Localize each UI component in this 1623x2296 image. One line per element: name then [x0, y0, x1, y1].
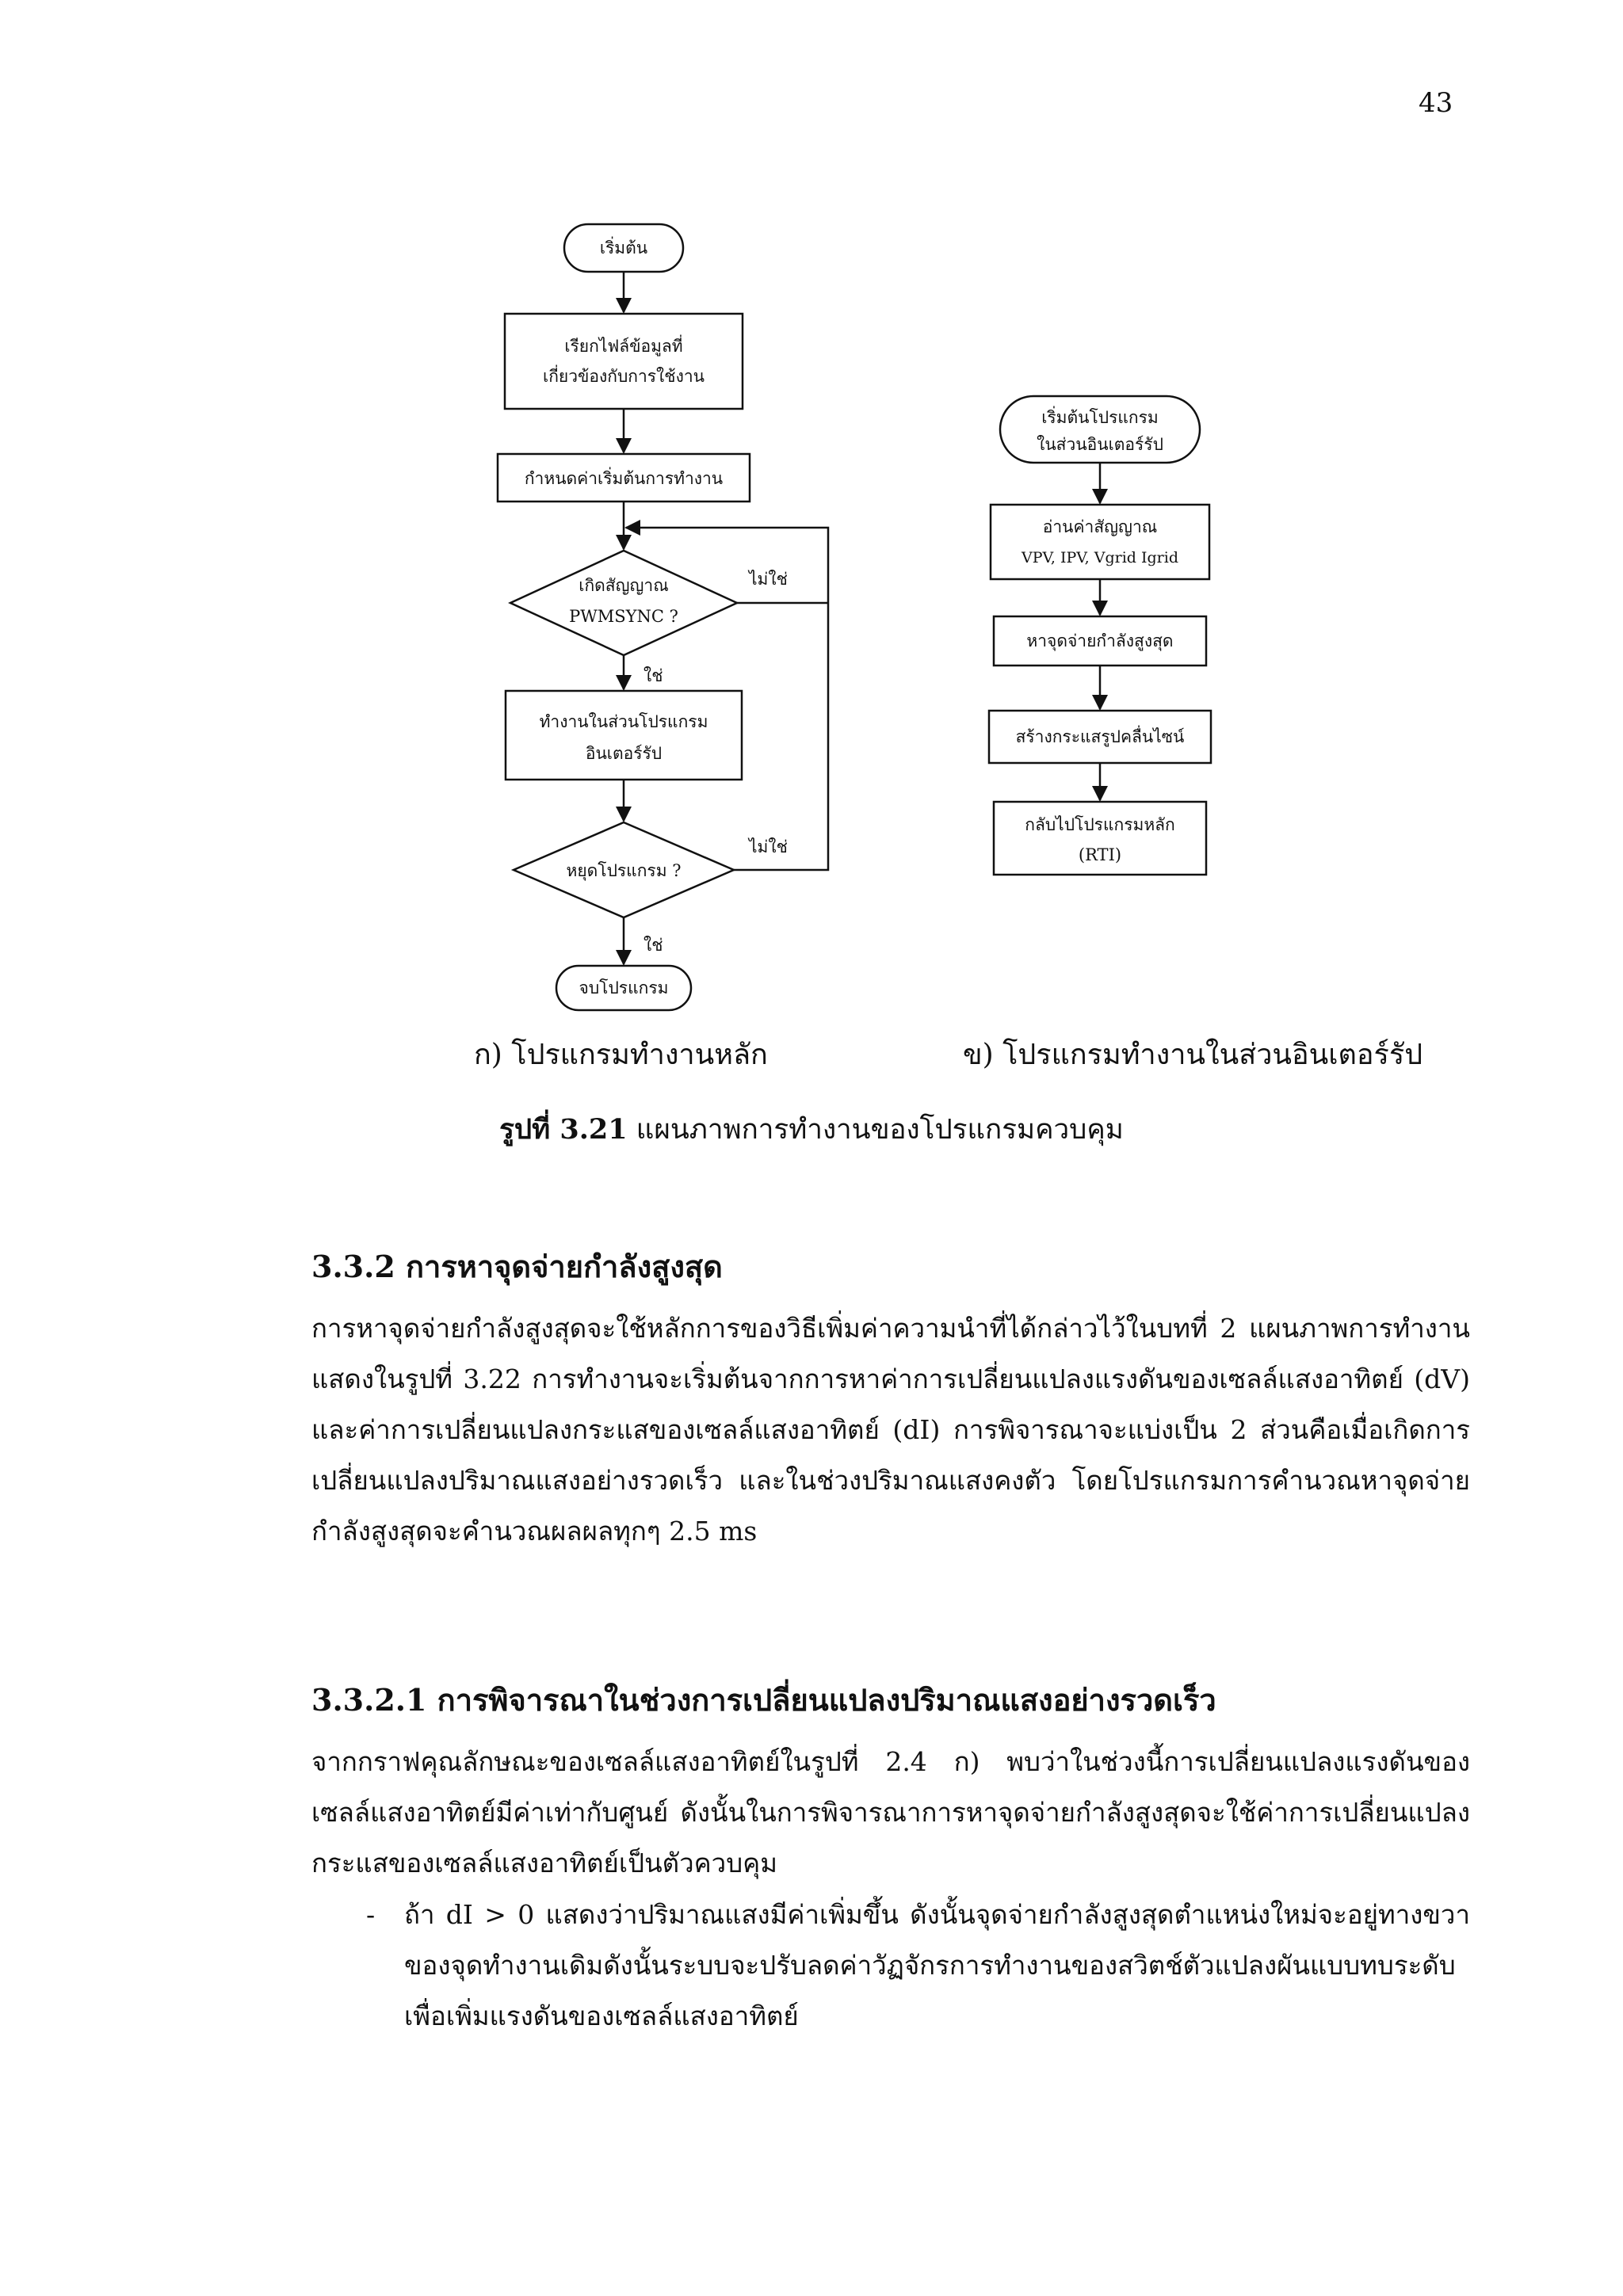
int-read-text-1: อ่านค่าสัญญาณ [1042, 517, 1158, 536]
main-interrupt-text-1: ทำงานในส่วนโปรแกรม [539, 712, 708, 731]
subfigure-caption-b: ข) โปรแกรมทำงานในส่วนอินเตอร์รัป [963, 1039, 1423, 1071]
main-sync-decision [510, 551, 737, 655]
int-mppt-text: หาจุดจ่ายกำลังสูงสุด [1026, 631, 1174, 650]
main-init-text: กำหนดค่าเริ่มต้นการทำงาน [524, 469, 724, 488]
int-read-text-2: VPV, IPV, Vgrid Igrid [1022, 549, 1178, 566]
section-heading-3-3-2-1: 3.3.2.1 การพิจารณาในช่วงการเปลี่ยนแปลงปริมาณแสงอย่างรวดเร็ว [311, 1682, 1216, 1718]
int-sine-text: สร้างกระแสรูปคลื่นไซน์ [1015, 727, 1185, 746]
bullet-marker: - [366, 1899, 376, 1930]
int-return-text-1: กลับไปโปรแกรมหลัก [1025, 815, 1175, 834]
subfigure-caption-a: ก) โปรแกรมทำงานหลัก [474, 1039, 768, 1071]
main-interrupt-text-2: อินเตอร์รัป [585, 744, 663, 763]
int-return-text-2: (RTI) [1078, 845, 1122, 864]
stop-yes-label: ใช่ [643, 936, 663, 955]
main-stop-text: หยุดโปรแกรม ? [566, 861, 682, 880]
stop-no-label: ไม่ใช่ [749, 837, 788, 856]
sync-yes-label: ใช่ [643, 666, 663, 685]
flowchart-figure [0, 0, 1623, 1030]
bullet-item: ถ้า dI > 0 แสดงว่าปริมาณแสงมีค่าเพิ่มขึ้น ดังนั้นจุดจ่ายกำลังสูงสุดตำแหน่งใหม่จะอยู่ทางขวาของจุดทำงานเดิมดังนั้นระบบจะปรับลดค่าวัฏจักรการทำงานของสวิตช์ตัวแปลงผันแบบทบระดับเพื่อเพิ่มแรงดันของเซลล์แสงอาทิตย์ [404, 1899, 1470, 2031]
main-sync-text-1: เกิดสัญญาณ [579, 576, 669, 595]
figure-caption [0, 1108, 1623, 1151]
int-start-text-2: ในส่วนอินเตอร์รัป [1037, 435, 1163, 454]
main-load-text-2: เกี่ยวข้องกับการใช้งาน [543, 367, 705, 386]
section-heading-3-3-2: 3.3.2 การหาจุดจ่ายกำลังสูงสุด [311, 1249, 723, 1284]
figure-caption-text: แผนภาพการทำงานของโปรแกรมควบคุม [627, 1114, 1124, 1146]
main-end-text: จบโปรแกรม [579, 978, 669, 997]
main-sync-text-2: PWMSYNC ? [569, 607, 678, 626]
main-load-text-1: เรียกไฟล์ข้อมูลที่ [564, 337, 683, 356]
int-start-text-1: เริ่มต้นโปรแกรม [1041, 408, 1159, 427]
int-read-box [991, 505, 1209, 579]
main-interrupt-box [506, 691, 742, 780]
section-paragraph-3-3-2-1: จากกราฟคุณลักษณะของเซลล์แสงอาทิตย์ในรูปที่ 2.4 ก) พบว่าในช่วงนี้การเปลี่ยนแปลงแรงดันของเซลล์แสงอาทิตย์มีค่าเท่ากับศูนย์ ดังนั้นในการพิจารณาการหาจุดจ่ายกำลังสูงสุดจะใช้ค่าการเปลี่ยนแปลงกระแสของเซลล์แสงอาทิตย์เป็นตัวควบคุม [311, 1746, 1470, 1878]
sync-no-label: ไม่ใช่ [749, 570, 788, 589]
page-number: 43 [1419, 87, 1453, 119]
section-paragraph-3-3-2: การหาจุดจ่ายกำลังสูงสุดจะใช้หลักการของวิธีเพิ่มค่าความนำที่ได้กล่าวไว้ในบทที่ 2 แผนภาพการทำงานแสดงในรูปที่ 3.22 การทำงานจะเริ่มต้นจากการหาค่าการเปลี่ยนแปลงแรงดันของเซลล์แสงอาทิตย์ (dV) และค่าการเปลี่ยนแปลงกระแสของเซลล์แสงอาทิตย์ (dI) การพิจารณาจะแบ่งเป็น 2 ส่วนคือเมื่อเกิดการเปลี่ยนแปลงปริมาณแสงอย่างรวดเร็ว และในช่วงปริมาณแสงคงตัว โดยโปรแกรมการคำนวณหาจุดจ่ายกำลังสูงสุดจะคำนวณผลผลทุกๆ 2.5 ms [311, 1313, 1470, 1547]
figure-label: รูปที่ 3.21 [499, 1113, 628, 1146]
main-load-box [505, 314, 743, 409]
main-start-text: เริ่มต้น [599, 238, 648, 257]
